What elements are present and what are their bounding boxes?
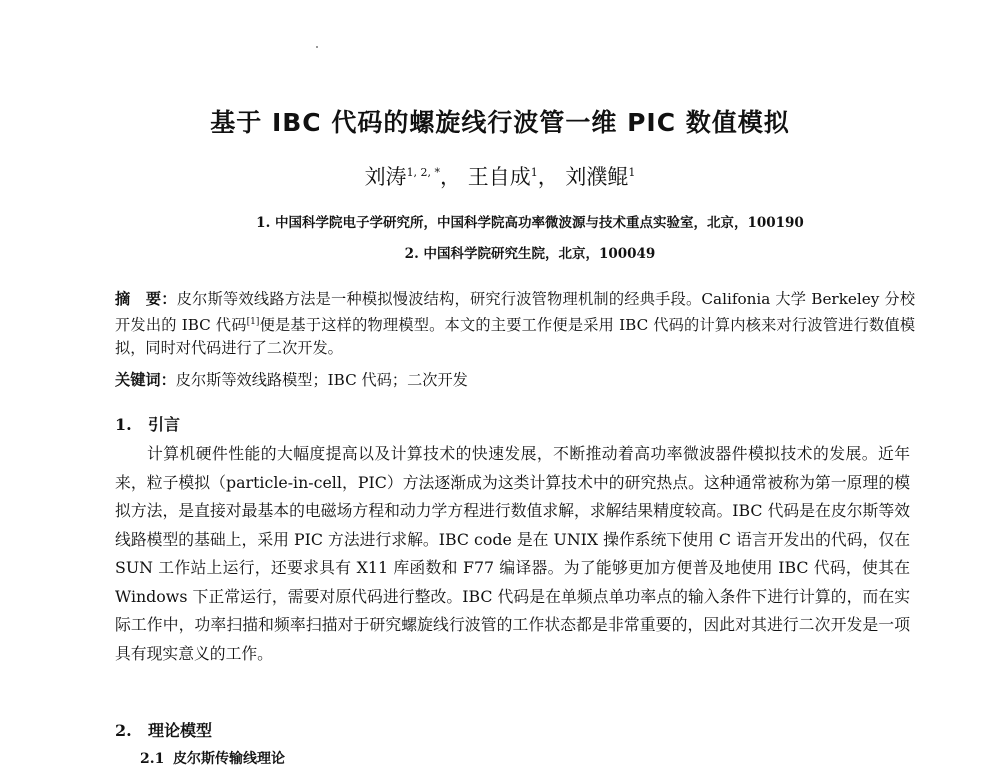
section-paragraph: 计算机硬件性能的大幅度提高以及计算技术的快速发展，不断推动着高功率微波器件模拟技术的发展。近年来，粒子模拟（particle-in-cell，PIC）方法逐渐成为这类计算技术中的研究热点。这种通常被称为第一原理的模拟方法，是直接对最基本的电磁场方程和动力学方程进行数值求解，求解结果精度较高。IBC 代码是在皮尔斯等效线路模型的基础上，采用 PIC 方法进行求解。IBC code 是在 UNIX 操作系统下使用 C 语言开发出的代码，仅在 SUN 工作站上运行，还要求具有 X11 库函数和 F77 编译器。为了能够更加方便普及地使用 IBC 代码，使其在 Windows 下正常运行，需要对原代码进行整改。IBC 代码是在单频点单功率点的输入条件下进行计算的，而在实际工作中，功率扫描和频率扫描对于研究螺旋线行波管的工作状态都是非常重要的，因此对其进行二次开发是一项具有现实意义的工作。 <box>115 444 910 663</box>
section-title: 理论模型 <box>148 721 213 740</box>
author-separator: ， <box>440 165 462 189</box>
author-separator: ， <box>537 165 559 189</box>
affiliation-2: 2. 中国科学院研究生院，北京，100049 <box>404 246 656 262</box>
scan-speck <box>316 46 318 48</box>
section-heading <box>115 718 212 741</box>
subsection-heading <box>140 748 285 768</box>
abstract-text: 便是基于这样的物理模型。本文的主要工作便是采用 IBC 代码的计算内核来对行波管进行数值模拟，同时对代码进行了二次开发。 <box>115 316 916 358</box>
abstract-text: 皮尔斯等效线路方法是一种模拟慢波结构，研究行波管物理机制的经典手段。Califonia 大学 Berkeley 分校开发出的 IBC 代码 <box>115 290 916 335</box>
keywords <box>115 369 915 392</box>
citation-ref: [1] <box>246 317 260 327</box>
author-affiliation-mark: 1 <box>628 166 636 179</box>
subsection-number: 2.1 <box>140 751 165 767</box>
author-affiliation-mark: 1 <box>530 166 538 179</box>
section-number: 1. <box>115 415 132 434</box>
keywords-text: 皮尔斯等效线路模型；IBC 代码；二次开发 <box>175 371 468 389</box>
keywords-label: 关键词： <box>115 371 176 389</box>
section-heading <box>115 412 180 435</box>
section-title: 引言 <box>148 415 181 434</box>
section-number: 2. <box>115 721 132 740</box>
subsection-title: 皮尔斯传输线理论 <box>173 751 285 767</box>
author-name: 刘濮鲲 <box>565 165 629 189</box>
affiliation-1: 1. 中国科学院电子学研究所，中国科学院高功率微波源与技术重点实验室，北京，100190 <box>256 215 804 231</box>
paper-title: 基于 IBC 代码的螺旋线行波管一维 PIC 数值模拟 <box>210 108 790 137</box>
author-name: 刘涛 <box>364 165 407 189</box>
abstract-label: 摘 要： <box>115 290 177 308</box>
author-name: 王自成 <box>467 165 531 189</box>
author-affiliation-mark: 1, 2, * <box>406 166 441 179</box>
author-list <box>0 161 1000 191</box>
abstract <box>115 288 915 360</box>
